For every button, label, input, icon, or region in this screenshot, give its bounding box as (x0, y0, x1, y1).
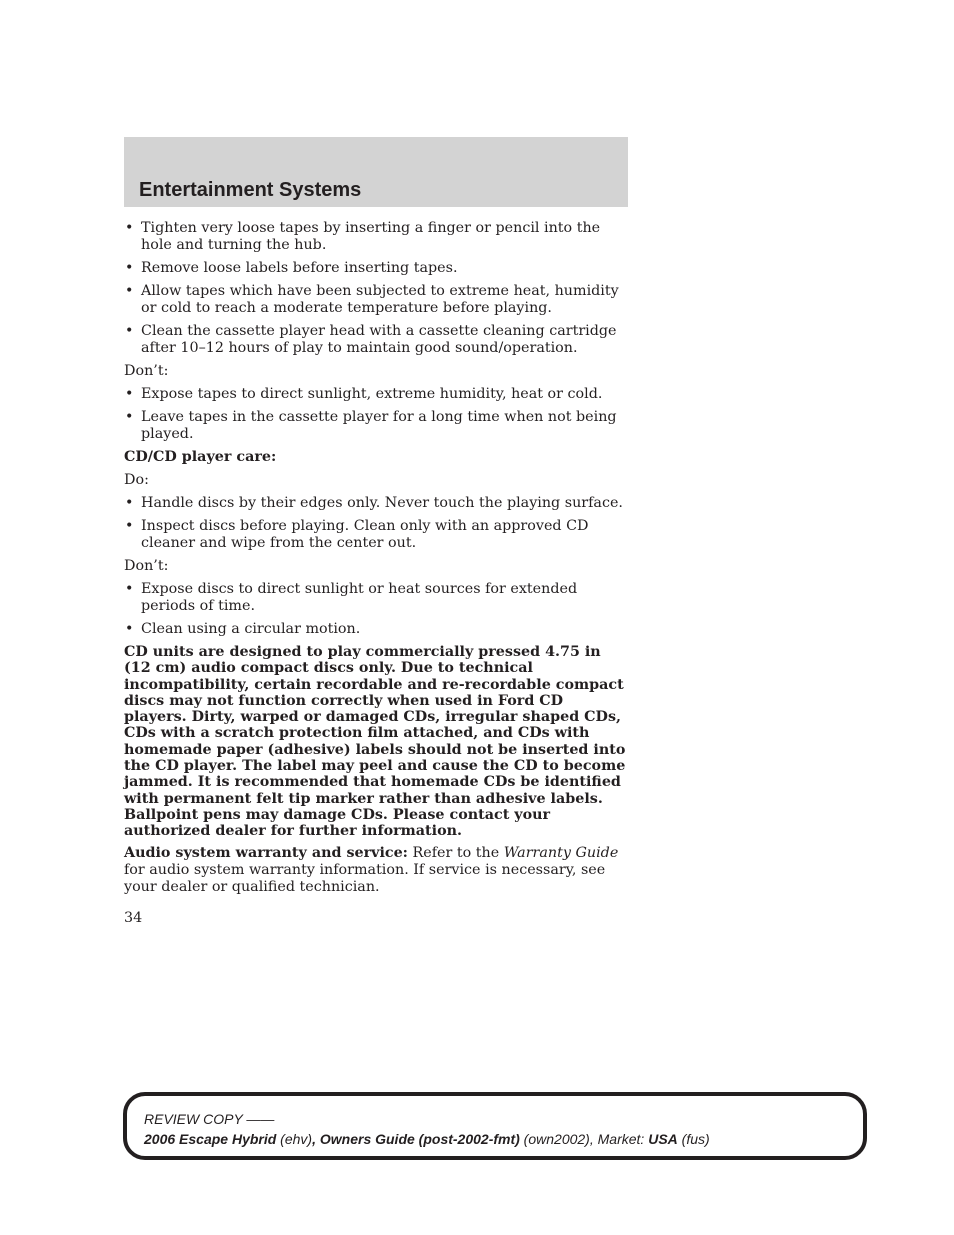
list-item (124, 581, 630, 615)
page-number: 34 (124, 909, 143, 926)
footer-model-code: (ehv) (276, 1131, 313, 1147)
list-item-text: Allow tapes which have been subjected to extreme heat, humidity or cold to reach a moderate temperature before playing. (141, 283, 619, 316)
footer-review-label: REVIEW COPY —— (144, 1111, 275, 1127)
footer-guide: Owners Guide (post-2002-fmt) (319, 1131, 520, 1147)
bullet-glyph: • (125, 283, 134, 299)
list-item (124, 386, 630, 403)
warranty-text-after: for audio system warranty information. If service is necessary, see your dealer or qualified technician. (124, 861, 606, 895)
page-content (124, 220, 630, 933)
footer-guide-code: (own2002) (519, 1131, 590, 1147)
list-item-text: Clean the cassette player head with a cassette cleaning cartridge after 10–12 hours of play to maintain good sound/operation. (141, 323, 617, 356)
list-item-text: Inspect discs before playing. Clean only with an approved CD cleaner and wipe from the center out. (141, 518, 589, 551)
list-item (124, 621, 630, 638)
warranty-text-before: Refer to the (407, 844, 504, 861)
list-item-text: Tighten very loose tapes by inserting a finger or pencil into the hole and turning the hub. (141, 220, 601, 253)
footer-model: 2006 Escape Hybrid (144, 1131, 277, 1147)
list-item (124, 323, 630, 357)
warranty-paragraph (124, 845, 630, 896)
list-item (124, 518, 630, 552)
bullet-glyph: • (125, 220, 134, 236)
tape-care-dont-list (124, 386, 630, 443)
list-item (124, 260, 630, 277)
tape-care-do-list (124, 220, 630, 357)
warranty-guide-title: Warranty Guide (503, 844, 619, 861)
list-item (124, 495, 630, 512)
list-item (124, 409, 630, 443)
footer-market: USA (648, 1131, 678, 1147)
cd-compatibility-warning: CD units are designed to play commercially pressed 4.75 in (12 cm) audio compact discs only. Due to technical incompatibility, certain recordable and re-recordable compact discs may not function correctly when used in Ford CD players. Dirty, warped or damaged CDs, irregular shaped CDs, CDs with a scratch protection film attached, and CDs with homemade paper (adhesive) labels should not be inserted into the CD player. The label may peel and cause the CD to become jammed. It is recommended that homemade CDs be identified with permanent felt tip marker rather than adhesive labels. Ballpoint pens may damage CDs. Please contact your authorized dealer for further information. (124, 644, 626, 840)
bullet-glyph: • (125, 581, 134, 597)
review-copy-footer (123, 1092, 867, 1160)
footer-separator: , (312, 1131, 320, 1147)
footer-market-label: , Market: (589, 1131, 649, 1147)
section-title: Entertainment Systems (139, 179, 362, 201)
list-item-text: Leave tapes in the cassette player for a long time when not being played. (141, 409, 617, 442)
footer-document-info (144, 1131, 710, 1147)
list-item (124, 220, 630, 254)
cd-dont-label: Don’t: (124, 558, 169, 574)
list-item (124, 283, 630, 317)
bullet-glyph: • (125, 260, 134, 276)
list-item-text: Expose tapes to direct sunlight, extreme humidity, heat or cold. (141, 386, 603, 402)
cd-care-do-list (124, 495, 630, 552)
bullet-glyph: • (125, 323, 134, 339)
list-item-text: Expose discs to direct sunlight or heat sources for extended periods of time. (141, 581, 578, 614)
list-item-text: Handle discs by their edges only. Never touch the playing surface. (141, 495, 623, 511)
cd-care-dont-list (124, 581, 630, 638)
list-item-text: Remove loose labels before inserting tapes. (141, 260, 458, 276)
bullet-glyph: • (125, 518, 134, 534)
tape-dont-label: Don’t: (124, 363, 169, 379)
cd-do-label: Do: (124, 472, 149, 488)
cd-care-heading: CD/CD player care: (124, 449, 277, 465)
bullet-glyph: • (125, 495, 134, 511)
footer-market-code: (fus) (677, 1131, 710, 1147)
bullet-glyph: • (125, 621, 134, 637)
bullet-glyph: • (125, 386, 134, 402)
bullet-glyph: • (125, 409, 134, 425)
warranty-label: Audio system warranty and service: (124, 844, 408, 861)
list-item-text: Clean using a circular motion. (141, 621, 361, 637)
